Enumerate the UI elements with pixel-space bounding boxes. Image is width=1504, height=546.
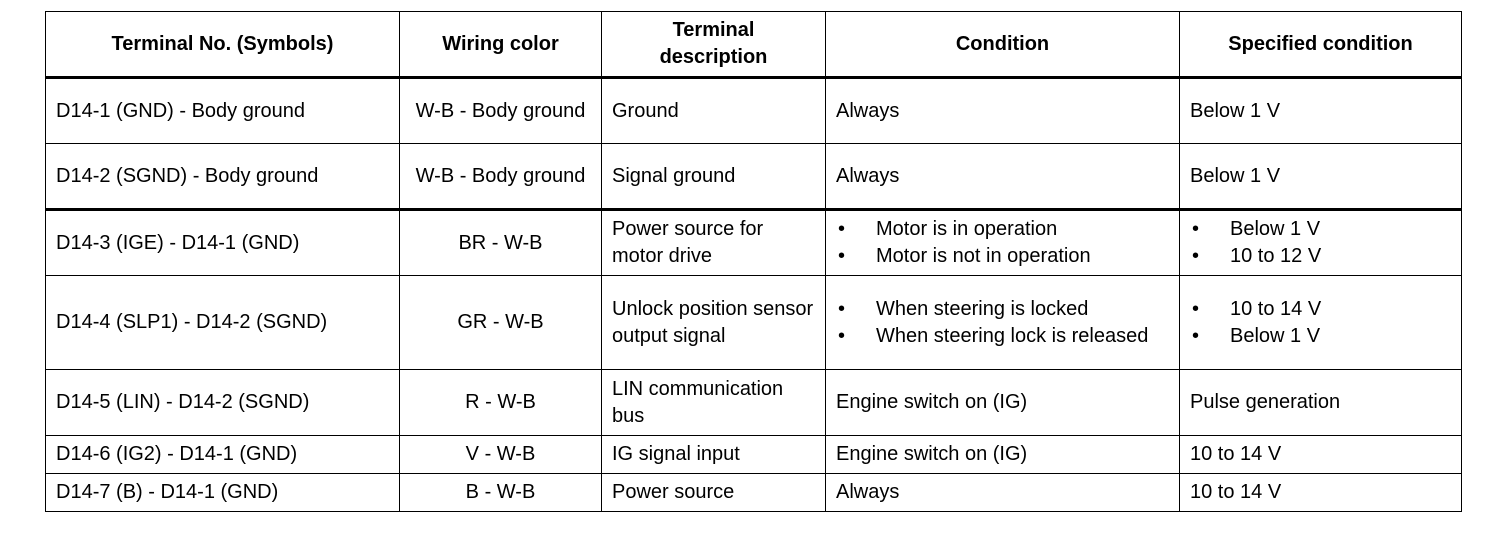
header-condition: Condition	[826, 12, 1180, 78]
bullet-text: Below 1 V	[1230, 218, 1321, 240]
condition-cell: Always	[826, 144, 1180, 210]
bullet-item	[836, 243, 1169, 270]
bullet-text: Motor is in operation	[876, 218, 1058, 240]
table-row	[46, 78, 1462, 144]
specified-list	[1190, 216, 1451, 270]
bullet-item	[836, 323, 1169, 350]
bullet-icon: •	[838, 218, 846, 240]
condition-cell	[826, 276, 1180, 370]
header-terminal-description: Terminal description	[602, 12, 826, 78]
bullet-item	[1190, 243, 1451, 270]
header-terminal: Terminal No. (Symbols)	[46, 12, 400, 78]
table-row	[46, 370, 1462, 436]
bullet-item	[836, 296, 1169, 323]
bullet-icon: •	[838, 324, 846, 347]
table-body	[46, 78, 1462, 512]
bullet-text: When steering lock is released	[876, 324, 1149, 347]
wiring-color-cell: R - W-B	[400, 370, 602, 436]
description-cell: Signal ground	[602, 144, 826, 210]
condition-cell: Engine switch on (IG)	[826, 370, 1180, 436]
wiring-color-cell: V - W-B	[400, 436, 602, 474]
specified-condition-cell: Below 1 V	[1180, 78, 1462, 144]
bullet-item	[836, 216, 1169, 243]
wiring-color-cell: W-B - Body ground	[400, 144, 602, 210]
description-cell: Power source for motor drive	[602, 210, 826, 276]
description-cell: IG signal input	[602, 436, 826, 474]
table-row	[46, 474, 1462, 512]
condition-list	[836, 296, 1169, 350]
specified-condition-cell	[1180, 210, 1462, 276]
terminal-spec-table	[45, 11, 1462, 512]
table-row	[46, 276, 1462, 370]
wiring-color-cell: W-B - Body ground	[400, 78, 602, 144]
bullet-icon: •	[838, 297, 846, 320]
condition-cell	[826, 210, 1180, 276]
bullet-text: 10 to 12 V	[1230, 245, 1322, 267]
specified-condition-cell: 10 to 14 V	[1180, 474, 1462, 512]
condition-cell: Always	[826, 78, 1180, 144]
bullet-icon: •	[1192, 245, 1200, 267]
bullet-text: Motor is not in operation	[876, 245, 1091, 267]
description-cell: Power source	[602, 474, 826, 512]
terminal-cell: D14-5 (LIN) - D14-2 (SGND)	[46, 370, 400, 436]
bullet-text: 10 to 14 V	[1230, 297, 1322, 320]
specified-condition-cell: Below 1 V	[1180, 144, 1462, 210]
table-header	[46, 12, 1462, 78]
terminal-cell: D14-2 (SGND) - Body ground	[46, 144, 400, 210]
description-cell: Ground	[602, 78, 826, 144]
bullet-icon: •	[1192, 324, 1200, 347]
terminal-cell: D14-6 (IG2) - D14-1 (GND)	[46, 436, 400, 474]
specified-list	[1190, 296, 1451, 350]
bullet-icon: •	[838, 245, 846, 267]
terminal-cell: D14-3 (IGE) - D14-1 (GND)	[46, 210, 400, 276]
terminal-cell: D14-1 (GND) - Body ground	[46, 78, 400, 144]
bullet-icon: •	[1192, 218, 1200, 240]
terminal-cell: D14-4 (SLP1) - D14-2 (SGND)	[46, 276, 400, 370]
wiring-color-cell: B - W-B	[400, 474, 602, 512]
description-cell: Unlock position sensor output signal	[602, 276, 826, 370]
specified-condition-cell: 10 to 14 V	[1180, 436, 1462, 474]
bullet-item	[1190, 216, 1451, 243]
table-row	[46, 436, 1462, 474]
bullet-icon: •	[1192, 297, 1200, 320]
header-specified-condition: Specified condition	[1180, 12, 1462, 78]
table-row	[46, 144, 1462, 210]
bullet-text: When steering is locked	[876, 297, 1089, 320]
wiring-color-cell: BR - W-B	[400, 210, 602, 276]
bullet-text: Below 1 V	[1230, 324, 1321, 347]
specified-condition-cell	[1180, 276, 1462, 370]
bullet-item	[1190, 323, 1451, 350]
header-wiring-color: Wiring color	[400, 12, 602, 78]
wiring-color-cell: GR - W-B	[400, 276, 602, 370]
specified-condition-cell: Pulse generation	[1180, 370, 1462, 436]
condition-cell: Engine switch on (IG)	[826, 436, 1180, 474]
terminal-cell: D14-7 (B) - D14-1 (GND)	[46, 474, 400, 512]
condition-list	[836, 216, 1169, 270]
table-row	[46, 210, 1462, 276]
condition-cell: Always	[826, 474, 1180, 512]
description-cell: LIN communication bus	[602, 370, 826, 436]
bullet-item	[1190, 296, 1451, 323]
header-row	[46, 12, 1462, 78]
